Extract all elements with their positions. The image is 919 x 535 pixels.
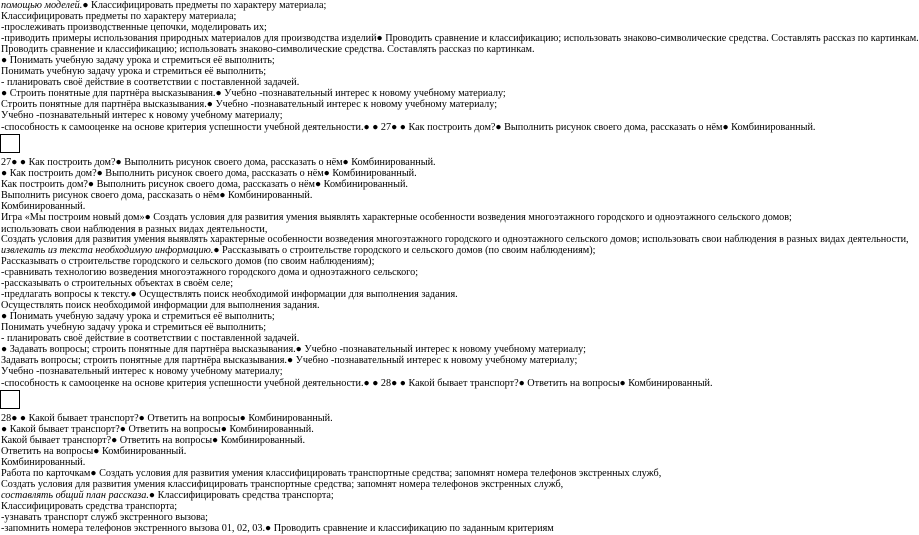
- text-line: Ответить на вопросы● Комбинированный.: [1, 446, 187, 457]
- text-line: Выполнить рисунок своего дома, рассказать о нём● Комбинированный.: [1, 190, 313, 201]
- text-line: Работа по карточкам● Создать условия для развития умения классифицировать транспортные средства; запомнят номера телефонов экстренных служб,: [1, 468, 662, 479]
- text-line: Понимать учебную задачу урока и стремиться её выполнить;: [1, 322, 267, 333]
- text-line: Комбинированный.: [1, 201, 86, 212]
- table-cell-box: [0, 390, 20, 409]
- text-line: Строить понятные для партнёра высказывания.● Учебно -познавательный интерес к новому учебному материалу;: [1, 99, 498, 110]
- text-fragment: ● Рассказывать о строительстве городского и сельского домов (по своим наблюдениям);: [213, 245, 596, 256]
- text-line: -предлагать вопросы к тексту.● Осуществлять поиск необходимой информации для выполнения задания.: [1, 289, 458, 300]
- text-line: 27● ● Как построить дом?● Выполнить рисунок своего дома, рассказать о нём● Комбинированный.: [1, 157, 436, 168]
- text-line: Учебно -познавательный интерес к новому учебному материалу;: [1, 366, 283, 377]
- text-line: ● Какой бывает транспорт?● Ответить на вопросы● Комбинированный.: [1, 424, 314, 435]
- table-cell-box: [0, 134, 20, 153]
- text-line: Понимать учебную задачу урока и стремиться её выполнить;: [1, 66, 267, 77]
- text-fragment: ● Классифицировать предметы по характеру материала;: [82, 0, 327, 11]
- text-line: -сравнивать технологию возведения многоэтажного городского дома и одноэтажного сельского;: [1, 267, 419, 278]
- text-line: Классифицировать предметы по характеру материала;: [1, 11, 237, 22]
- text-line: 28● ● Какой бывает транспорт?● Ответить на вопросы● Комбинированный.: [1, 413, 333, 424]
- text-fragment: ● Классифицировать средства транспорта;: [148, 490, 334, 501]
- italic-fragment: помощью моделей.: [1, 0, 83, 11]
- text-line: Учебно -познавательный интерес к новому учебному материалу;: [1, 110, 283, 121]
- text-line: Задавать вопросы; строить понятные для партнёра высказывания.● Учебно -познавательный интерес к новому учебному материалу;: [1, 355, 578, 366]
- text-line: -запомнить номера телефонов экстренного вызова 01, 02, 03.● Проводить сравнение и классификацию по заданным критериям: [1, 523, 554, 534]
- text-line: ● Задавать вопросы; строить понятные для партнёра высказывания.● Учебно -познавательный интерес к новому учебному материалу;: [1, 344, 586, 355]
- text-line: Как построить дом?● Выполнить рисунок своего дома, рассказать о нём● Комбинированный.: [1, 179, 408, 190]
- text-line: Создать условия для развития умения классифицировать транспортные средства; запомнят номера телефонов экстренных служб,: [1, 479, 564, 490]
- text-line: ● Понимать учебную задачу урока и стремиться её выполнить;: [1, 311, 275, 322]
- text-line: - планировать своё действие в соответствии с поставленной задачей.: [1, 333, 300, 344]
- text-line: -способность к самооценке на основе критерия успешности учебной деятельности.● ● 27● ● Как построить дом?● Выполнить рисунок своего дома, рассказать о нём● Комбинированный.: [1, 122, 816, 133]
- text-line: Какой бывает транспорт?● Ответить на вопросы● Комбинированный.: [1, 435, 306, 446]
- text-line: ● Понимать учебную задачу урока и стремиться её выполнить;: [1, 55, 275, 66]
- text-line: Комбинированный.: [1, 457, 86, 468]
- text-line: Создать условия для развития умения выявлять характерные особенности возведения многоэтажного городского и одноэтажного сельского домов; использовать свои наблюдения в разных видах деятельности,: [1, 234, 909, 245]
- italic-fragment: составлять общий план рассказа.: [1, 490, 149, 501]
- text-line: Проводить сравнение и классификацию; использовать знаково-символические средства. Составлять рассказ по картинкам.: [1, 44, 535, 55]
- text-line: Классифицировать средства транспорта;: [1, 501, 178, 512]
- text-line: ● Как построить дом?● Выполнить рисунок своего дома, рассказать о нём● Комбинированный.: [1, 168, 417, 179]
- text-line: - планировать своё действие в соответствии с поставленной задачей.: [1, 77, 300, 88]
- text-line: -прослеживать производственные цепочки, моделировать их;: [1, 22, 267, 33]
- text-line: Игра «Мы построим новый дом»● Создать условия для развития умения выявлять характерные особенности возведения многоэтажного городского и одноэтажного сельского домов; использовать свои наблюдения в разных видах деятельности,: [1, 212, 792, 235]
- text-line: -способность к самооценке на основе критерия успешности учебной деятельности.● ● 28● ● Какой бывает транспорт?● Ответить на вопросы● Комбинированный.: [1, 378, 713, 389]
- text-line: ● Строить понятные для партнёра высказывания.● Учебно -познавательный интерес к новому учебному материалу;: [1, 88, 506, 99]
- text-line: Рассказывать о строительстве городского и сельского домов (по своим наблюдениям);: [1, 256, 375, 267]
- text-line: Осуществлять поиск необходимой информации для выполнения задания.: [1, 300, 320, 311]
- text-line: -рассказывать о строительных объектах в своём селе;: [1, 278, 234, 289]
- italic-fragment: извлекать из текста необходимую информацию.: [1, 245, 214, 256]
- text-line: -приводить примеры использования природных материалов для производства изделий● Проводить сравнение и классификацию; использовать знаково-символические средства. Составлять рассказ по картинкам.: [1, 33, 919, 44]
- text-line: -узнавать транспорт служб экстренного вызова;: [1, 512, 209, 523]
